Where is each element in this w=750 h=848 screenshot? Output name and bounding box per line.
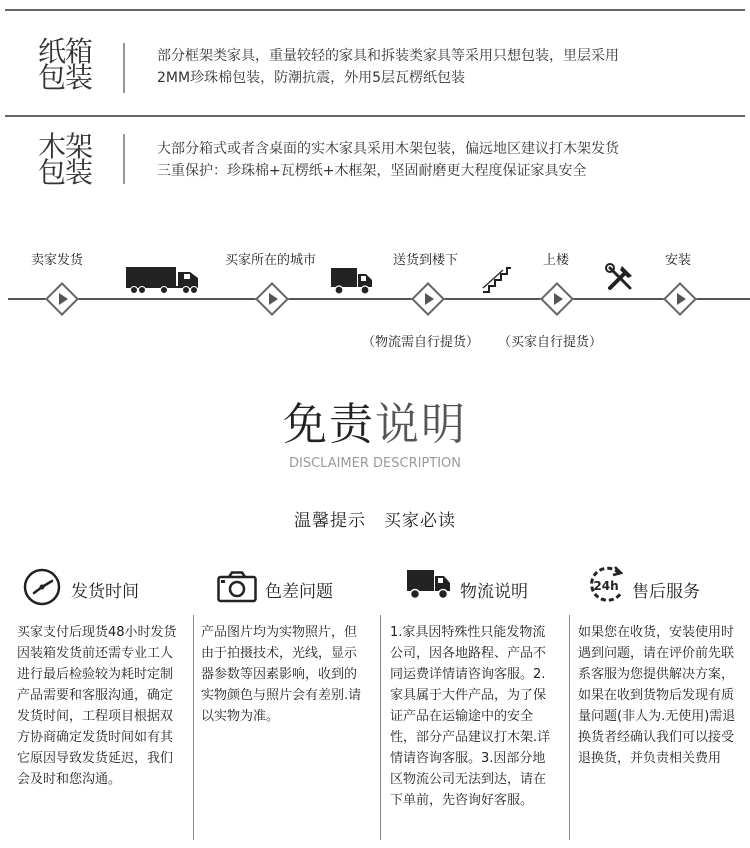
24h-service-icon (585, 563, 627, 607)
step-deliver-downstairs: 送货到楼下 (393, 253, 459, 268)
camera-icon (217, 571, 257, 603)
col-logistics-title: 物流说明 (460, 582, 528, 602)
timeline-node-1 (44, 281, 80, 317)
timeline-node-4 (539, 281, 575, 317)
stairs-icon (481, 266, 513, 294)
note-logistics-pickup: （物流需自行提货） (362, 335, 480, 350)
wood-packaging-text: 大部分箱式或者含桌面的实木家具采用木架包装，偏远地区建议打木架发货 三重保护：珍珠棉+瓦楞纸+木框架，坚固耐磨更大程度保证家具安全 (157, 141, 619, 179)
col-color-diff-title: 色差问题 (265, 582, 333, 602)
process-timeline (8, 298, 750, 300)
truck-icon (124, 265, 202, 295)
buyer-notice: 温馨提示 买家必读 (294, 511, 456, 531)
step-buyer-city: 买家所在的城市 (225, 253, 317, 268)
clock-icon (22, 567, 62, 607)
play-arrow-icon (59, 293, 68, 305)
step-install: 安装 (665, 253, 692, 268)
column-divider-2 (380, 615, 381, 840)
middle-divider (5, 115, 745, 117)
wood-packaging-title: 木架 包装 (37, 130, 92, 189)
carton-packaging-text: 部分框架类家具，重量较轻的家具和拆装类家具等采用只想包装，里层采用 2MM珍珠棉包装，防潮抗震，外用5层瓦楞纸包装 (157, 48, 619, 86)
col-after-sales-title: 售后服务 (632, 582, 700, 602)
delivery-van-icon (330, 266, 374, 296)
col-after-sales-text: 如果您在收货，安装使用时遇到问题，请在评价前先联系客服为您提供解决方案，如果在收到货物后发现有质量问题(非人为.无使用)需退换货者经确认我们可以接受退换货，并负责相关费用 (578, 625, 736, 766)
column-divider-1 (193, 615, 194, 840)
play-arrow-icon (677, 293, 686, 305)
play-arrow-icon (269, 293, 278, 305)
top-divider (5, 9, 745, 11)
disclaimer-subtitle: DISCLAIMER DESCRIPTION (288, 456, 462, 471)
timeline-node-2 (254, 281, 290, 317)
play-arrow-icon (554, 293, 563, 305)
truck-icon (406, 567, 452, 601)
col-color-diff-text: 产品图片均为实物照片，但由于拍摄技术，光线，显示器参数等因素影响，收到的实物颜色与照片会有差别.请以实物为准。 (201, 625, 362, 724)
timeline-node-3 (410, 281, 446, 317)
carton-divider (123, 43, 125, 93)
tools-icon (604, 262, 636, 294)
col-shipping-time-text: 买家支付后现货48小时发货因装箱发货前还需专业工人进行最后检验较为耗时定制产品需要和客服沟通，确定发货时间，工程项目根据双方协商确定发货时间如有其它原因导致发货延迟，我们会及时和您沟通。 (17, 625, 177, 787)
step-seller-ship: 卖家发货 (31, 253, 84, 268)
play-arrow-icon (425, 293, 434, 305)
wood-divider (123, 134, 125, 184)
col-shipping-time-title: 发货时间 (71, 582, 139, 602)
svg-text:24h: 24h (593, 579, 619, 593)
column-divider-3 (569, 615, 570, 840)
step-upstairs: 上楼 (543, 253, 570, 268)
timeline-node-5 (662, 281, 698, 317)
carton-packaging-title: 纸箱 包装 (37, 35, 92, 94)
note-buyer-pickup: （买家自行提货） (498, 335, 603, 350)
col-logistics-text: 1.家具因特殊性只能发物流公司，因各地路程、产品不同运费详情请咨询客服。2.家具属于大件产品，为了保证产品在运输途中的安全性，部分产品建议打木架.详情请咨询客服。3.因部分地区物流公司无法到达，请在下单前，先咨询好客服。 (390, 625, 551, 808)
disclaimer-title: 免责说明 (283, 399, 467, 450)
